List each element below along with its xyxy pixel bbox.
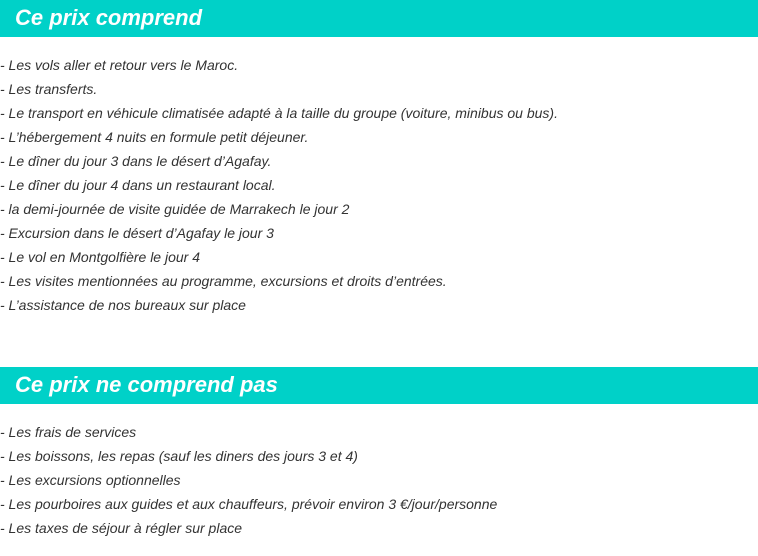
included-section-title: Ce prix comprend [15,5,203,30]
list-item: - Les frais de services [0,424,137,440]
list-item: - Les taxes de séjour à régler sur place [0,520,243,536]
list-item: - Les boissons, les repas (sauf les diners des jours 3 et 4) [0,448,358,464]
excluded-section-title: Ce prix ne comprend pas [15,372,278,397]
excluded-items-list [0,420,497,540]
list-item: - Les visites mentionnées au programme, excursions et droits d’entrées. [0,273,447,289]
list-item: - Le dîner du jour 4 dans un restaurant local. [0,177,276,193]
list-item: - L’hébergement 4 nuits en formule petit déjeuner. [0,129,309,145]
list-item: - Le dîner du jour 3 dans le désert d’Agafay. [0,153,272,169]
list-item: - Les excursions optionnelles [0,472,181,488]
list-item: - Les pourboires aux guides et aux chauffeurs, prévoir environ 3 €/jour/personne [0,496,498,512]
list-item: - Le transport en véhicule climatisée adapté à la taille du groupe (voiture, minibus ou bus). [0,105,558,121]
list-item: - Excursion dans le désert d’Agafay le jour 3 [0,225,274,241]
list-item: - Les transferts. [0,81,98,97]
excluded-section-header [0,367,758,404]
included-items-list [0,53,558,317]
list-item: - Les vols aller et retour vers le Maroc. [0,57,239,73]
list-item: - la demi-journée de visite guidée de Marrakech le jour 2 [0,201,350,217]
list-item: - Le vol en Montgolfière le jour 4 [0,249,200,265]
list-item: - L’assistance de nos bureaux sur place [0,297,246,313]
included-section-header [0,0,758,37]
